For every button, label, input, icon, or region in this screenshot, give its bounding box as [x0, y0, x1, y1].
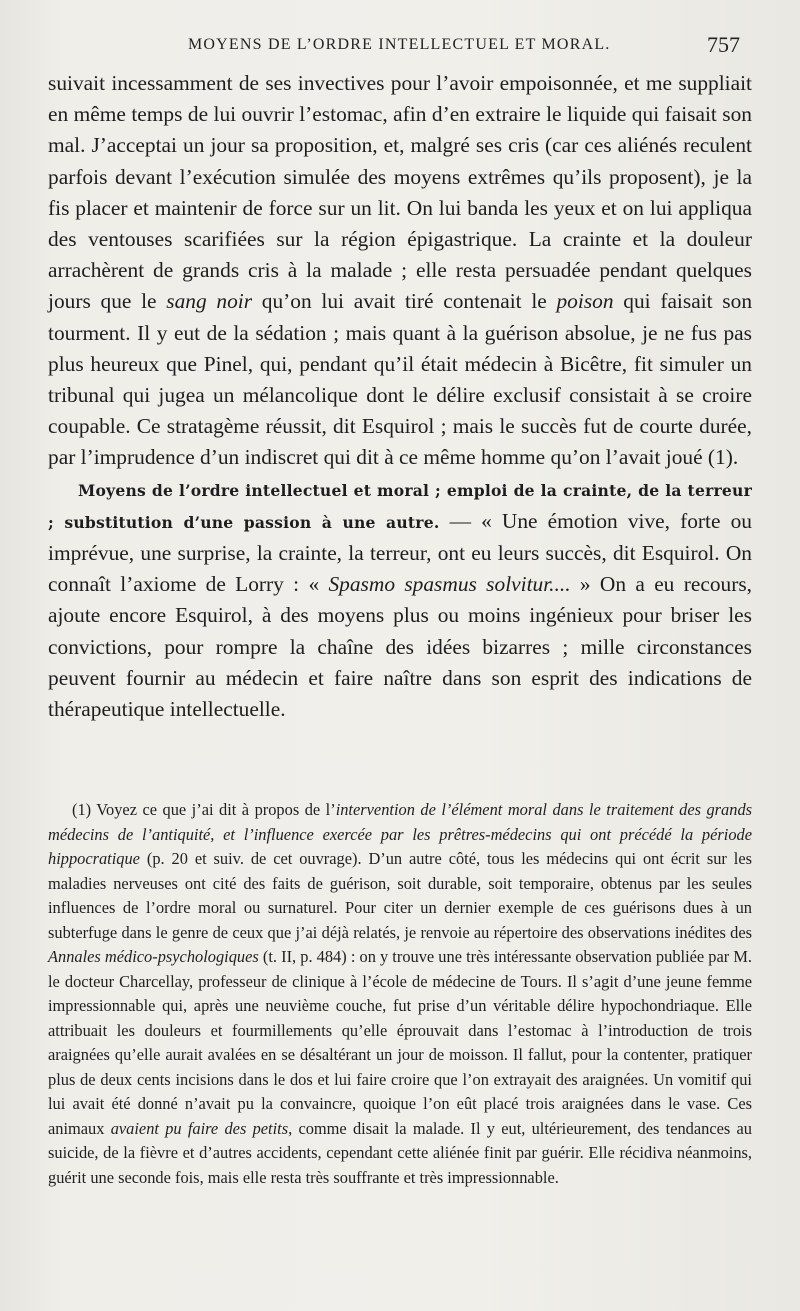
text-run: (p. 20 et suiv. de cet ouvrage). D’un autre côté, tous les médecins qui ont écrit sur les maladies nerveuses ont cité des faits de guérison, soit durable, soit temporaire, obtenus par les seules influences de l’ordre moral ou surnaturel. Pour citer un dernier exemple de ces guérisons dues à un subterfuge dans le genre de ceux que j’ai déjà relatés, je renvoie au répertoire des observations inédites des — [48, 849, 752, 942]
page-header — [0, 30, 800, 60]
text-run: » On a eu recours, ajoute encore Esquirol, à des moyens plus ou moins ingénieux pour briser les convictions, pour rompre la chaîne des idées bizarres ; mille circonstances peuvent fournir au médecin et faire naître dans son esprit des indications de thérapeutique intellectuelle. — [48, 572, 753, 722]
text-run: (1) Voyez ce que j’ai dit à propos de l’ — [72, 800, 336, 819]
paragraph-section — [48, 474, 752, 726]
text-run: qu’on lui avait tiré contenait le — [252, 289, 557, 314]
italic-quote: Spasmo spasmus solvitur.... — [328, 572, 571, 597]
text-run: , comme disait la malade. Il y eut, ultérieurement, des tendances au suicide, de la fièvre et d’autres accidents, cependant cette aliénée finit par guérir. Elle récidiva néanmoins, guérit une seconde fois, mais elle resta très souffrante et très impressionnable. — [48, 1118, 752, 1187]
italic-quote: avaient pu faire des petits — [110, 1118, 289, 1138]
text-run: qui faisait son tourment. Il y eut de la sédation ; mais quant à la guérison absolue, je ne fus pas plus heureux que Pinel, qui, pendant qu’il était médecin à Bicêtre, fit simuler un tribunal qui jugea un mélancolique dont le délire exclusif consistait à se croire coupable. Ce stratagème réussit, dit Esquirol ; mais le succès fut de courte durée, par l’imprudence d’un indiscret qui dit à ce même homme qu’on l’avait joué (1). — [48, 289, 753, 470]
footnote-1 — [48, 798, 752, 1190]
text-run: — « Une émotion vive, forte ou imprévue, une surprise, la crainte, la terreur, ont eu leurs succès, dit Esquirol. On connaît l’axiome de Lorry : « — [48, 508, 752, 597]
main-text — [48, 68, 752, 725]
italic-term: sang noir — [166, 289, 253, 314]
text-run: (t. II, p. 484) : on y trouve une très intéressante observation publiée par M. le docteur Charcellay, professeur de clinique à l’école de médecine de Tours. Il s’agit d’une jeune femme impressionnable qui, après une neuvième couche, fut prise d’un véritable délire hypochondriaque. Elle attribuait les douleurs et fourmillements qu’elle éprouvait dans l’estomac à l’introduction de trois araignées qu’elle aurait avalées en se désaltérant un jour de moisson. Il fallut, pour la contenter, pratiquer plus de deux cents incisions dans le dos et lui faire croire que l’on extrayait des araignées. Un vomitif qui lui avait été donné n’avait pu la convaincre, quoique l’on eût placé trois araignées dans le vase. Ces animaux — [48, 947, 753, 1138]
italic-title: Annales médico-psychologiques — [48, 947, 259, 966]
section-heading: Moyens de l’ordre intellectuel et moral ; emploi de la crainte, de la terreur ; substitution d’une passion à une autre. — [48, 480, 752, 532]
italic-term: intervention de l’élément moral dans le traitement des grands médecins de l’antiquité, et l’influence exercée par les prêtres-médecins qui ont précédé la période hippocratique — [48, 800, 753, 868]
text-run: suivait incessamment de ses invectives pour l’avoir empoisonnée, et me suppliait en même temps de lui ouvrir l’estomac, afin d’en extraire le liquide qui faisait son mal. J’acceptai un jour sa proposition, et, malgré ses cris (car ces aliénés reculent parfois devant l’exécution simulée des moyens extrêmes qu’ils proposent), je la fis placer et maintenir de force sur un lit. On lui banda les yeux et on lui appliqua des ventouses scarifiées sur la région épigastrique. La crainte et la douleur arrachèrent de grands cris à la malade ; elle resta persuadée pendant quelques jours que le — [48, 71, 752, 314]
page-number: 757 — [707, 32, 740, 57]
footnotes — [48, 798, 752, 1190]
paragraph-continued — [48, 68, 752, 474]
italic-term: poison — [556, 289, 614, 314]
running-head: MOYENS DE L’ORDRE INTELLECTUEL ET MORAL. — [188, 36, 611, 53]
